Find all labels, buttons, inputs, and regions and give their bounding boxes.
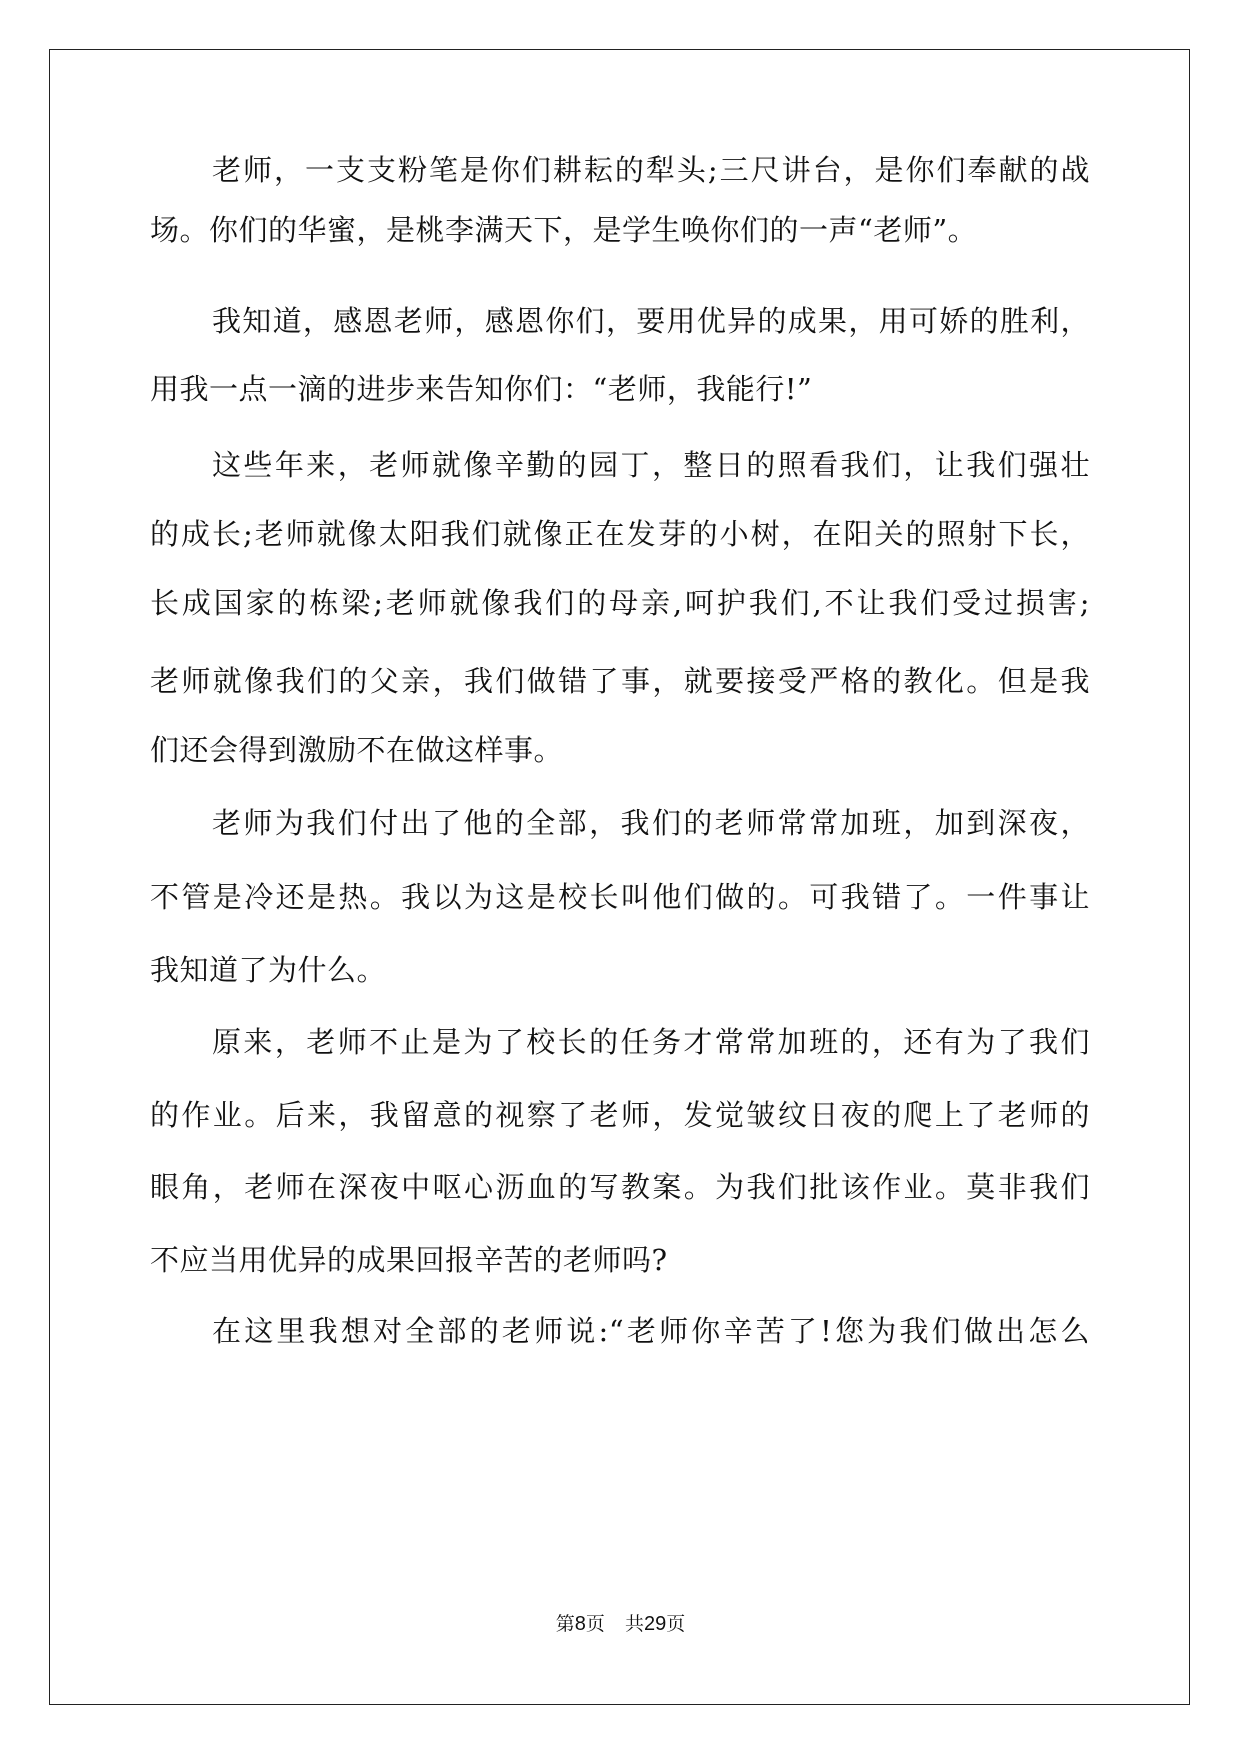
text-line: 们还会得到激励不在做这样事。: [150, 733, 564, 767]
page-prefix: 第: [555, 1613, 575, 1635]
text-line: 这些年来，老师就像辛勤的园丁，整日的照看我们，让我们强壮: [212, 448, 1090, 482]
total-pages: 29: [643, 1613, 667, 1635]
page-footer: [0, 1612, 1241, 1636]
text-line: 我知道，感恩老师，感恩你们，要用优异的成果，用可娇的胜利，: [212, 304, 1090, 338]
page-suffix: 页: [585, 1613, 605, 1635]
page-number: 8: [574, 1613, 586, 1635]
text-line: 老师为我们付出了他的全部，我们的老师常常加班，加到深夜，: [212, 806, 1090, 840]
text-line: 场。你们的华蜜，是桃李满天下，是学生唤你们的一声“老师”。: [150, 213, 978, 247]
text-line: 老师，一支支粉笔是你们耕耘的犁头;三尺讲台，是你们奉献的战: [212, 153, 1090, 187]
text-line: 不应当用优异的成果回报辛苦的老师吗?: [150, 1243, 668, 1277]
text-line: 不管是冷还是热。我以为这是校长叫他们做的。可我错了。一件事让: [150, 880, 1090, 914]
text-line: 的成长;老师就像太阳我们就像正在发芽的小树，在阳关的照射下长，: [150, 517, 1090, 551]
text-line: 原来，老师不止是为了校长的任务才常常加班的，还有为了我们: [212, 1025, 1090, 1059]
total-prefix: 共: [624, 1613, 644, 1635]
text-line: 在这里我想对全部的老师说:“老师你辛苦了!您为我们做出怎么: [212, 1314, 1090, 1348]
text-line: 老师就像我们的父亲，我们做错了事，就要接受严格的教化。但是我: [150, 664, 1090, 698]
text-line: 用我一点一滴的进步来告知你们：“老师，我能行!”: [150, 372, 813, 406]
text-line: 的作业。后来，我留意的视察了老师，发觉皱纹日夜的爬上了老师的: [150, 1098, 1090, 1132]
text-line: 眼角，老师在深夜中呕心沥血的写教案。为我们批该作业。莫非我们: [150, 1170, 1090, 1204]
text-line: 长成国家的栋梁;老师就像我们的母亲,呵护我们,不让我们受过损害;: [150, 586, 1090, 620]
total-suffix: 页: [666, 1613, 686, 1635]
text-line: 我知道了为什么。: [150, 953, 387, 987]
